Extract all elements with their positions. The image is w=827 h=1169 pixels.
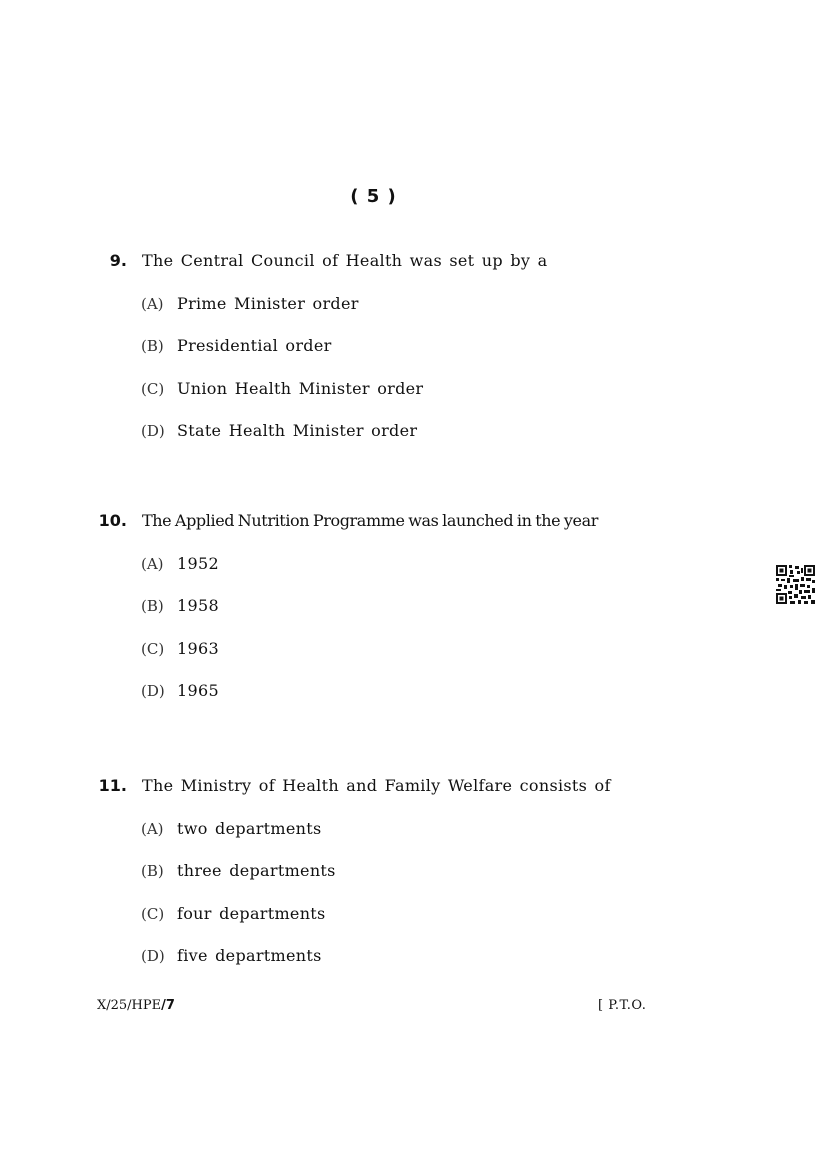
option-text: Prime Minister order — [177, 293, 359, 313]
option-a — [0, 291, 760, 317]
option-text: three departments — [177, 861, 336, 880]
option-letter: (C) — [141, 379, 165, 398]
option-letter: (A) — [141, 819, 164, 838]
option-letter: (D) — [141, 422, 165, 440]
question-text: The Ministry of Health and Family Welfare consists of — [142, 776, 611, 795]
question-9 — [0, 248, 760, 444]
paper-code-suffix: /7 — [161, 998, 175, 1013]
option-letter: (D) — [141, 947, 165, 965]
pto-label: [ P.T.O. — [598, 998, 647, 1013]
option-text: two departments — [177, 818, 322, 838]
option-letter: (B) — [141, 862, 164, 880]
option-text: State Health Minister order — [177, 421, 418, 440]
question-11 — [0, 773, 760, 969]
option-c — [0, 376, 760, 402]
option-letter: (D) — [141, 682, 165, 700]
option-letter: (C) — [141, 639, 165, 658]
page-number: ( 5 ) — [350, 186, 397, 207]
option-b — [0, 858, 760, 884]
question-number: 11. — [98, 776, 127, 795]
option-text: four departments — [177, 903, 326, 923]
question-text: The Applied Nutrition Programme was launched in the year — [142, 511, 598, 530]
paper-code — [97, 998, 175, 1013]
option-letter: (B) — [141, 337, 164, 355]
option-text: Union Health Minister order — [177, 378, 424, 398]
option-text: 1952 — [177, 553, 219, 573]
option-text: five departments — [177, 946, 322, 965]
paper-code-prefix: X/25/HPE — [97, 998, 162, 1013]
option-text: 1963 — [177, 638, 219, 658]
question-header — [0, 248, 760, 274]
option-text: 1958 — [177, 596, 219, 615]
option-d — [0, 418, 760, 444]
option-text: Presidential order — [177, 336, 332, 355]
option-d — [0, 678, 760, 704]
option-letter: (A) — [141, 294, 164, 313]
question-text: The Central Council of Health was set up by a — [142, 251, 548, 270]
option-d — [0, 943, 760, 969]
option-c — [0, 636, 760, 662]
option-b — [0, 593, 760, 619]
question-header — [0, 773, 760, 799]
question-number: 9. — [109, 251, 127, 270]
option-letter: (A) — [141, 554, 164, 573]
question-header — [0, 508, 760, 534]
option-b — [0, 333, 760, 359]
question-number: 10. — [98, 511, 127, 530]
option-letter: (B) — [141, 597, 164, 615]
option-a — [0, 551, 760, 577]
question-10 — [0, 508, 760, 704]
option-text: 1965 — [177, 681, 219, 700]
option-a — [0, 816, 760, 842]
qr-code-icon — [776, 565, 815, 604]
option-letter: (C) — [141, 904, 165, 923]
option-c — [0, 901, 760, 927]
